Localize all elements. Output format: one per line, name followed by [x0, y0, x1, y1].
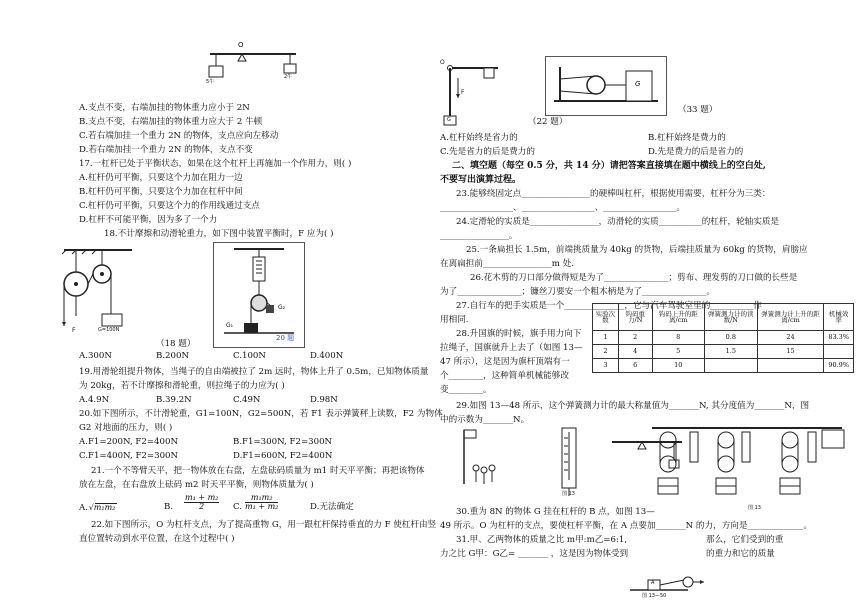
q23-line2: _________________、_________________、_________________。 [440, 203, 685, 213]
q17-option-d: D.杠杆不可能平衡，因为多了一个力 [79, 215, 218, 225]
fig33-caption: （33 题） [678, 105, 718, 115]
table-cell [757, 359, 824, 373]
q26-line1: 26.花木剪的刀口部分做得短是为了_______________；剪布、理发剪的刀口做的长些是 [470, 273, 798, 283]
lever-figure [198, 40, 308, 90]
fulcrum-label: O [238, 41, 244, 49]
block-a-label: A [651, 580, 655, 586]
q21-option-c-fraction: m₁m₂ m₁ + m₂ [245, 493, 279, 511]
left-weight-label: 5牛 [206, 79, 215, 85]
q20-option-a: A.F1=200N, F2=400N [79, 437, 178, 447]
table-header-row [593, 304, 854, 331]
table-cell: 8 [652, 331, 704, 345]
q21-option-c-prefix: C. [233, 502, 243, 512]
q16-option-d: D.若右端加挂一个重力 2N 的物体，支点不变 [79, 145, 253, 155]
fig-caption-b: 图 13 [748, 505, 761, 511]
q30-line1: 30.重为 8N 的物体 G 挂在杠杆的 B 点，如图 13— [456, 507, 655, 517]
q29-line2: 中的示数为_______N。 [440, 415, 530, 425]
q18-option-a: A.300N [79, 351, 112, 361]
table-cell: 1.5 [704, 345, 757, 359]
q18-option-b: B.200N [156, 351, 189, 361]
q21-option-a: A. √m₁m₂ [79, 503, 116, 513]
q22-option-d: D.先是费力的后是省力的 [648, 147, 744, 157]
table-header: 实验次数 [593, 304, 619, 331]
q17-option-a: A.杠杆仍可平衡，只要这个力加在阻力一边 [79, 173, 243, 183]
fig20-caption: 20 题 [276, 334, 295, 342]
q21-option-b-fraction: m₁ + m₂ 2 [185, 493, 219, 511]
q22-option-a: A.杠杆始终是省力的 [440, 133, 518, 143]
q28-line2: 拉绳子，国旗就升上去了（如图 13— [440, 343, 583, 353]
q18-stem: 18.不计摩擦和动滑轮重力，如下图中装置平衡时，F 应为( ) [104, 229, 334, 239]
q21-line1: 21.一个不等臂天平，把一物体放在右盘，左盘砝码质量为 m1 时天平平衡；再把该物体 [91, 466, 425, 476]
q20-option-b: B.F1=300N, F2=300N [233, 437, 333, 447]
q28-line1: 28.升国旗的时候，旗手用力向下 [456, 329, 582, 339]
table-cell [704, 359, 757, 373]
q24-line2: ________________。 [440, 231, 518, 241]
q19-line1: 19.用滑轮组提升物体，当绳子的自由端被拉了 2m 远时，物体上升了 0.5m，已知物体质量 [79, 367, 429, 377]
g2-label: G₂ [278, 304, 286, 311]
q27-line2: 用相同. [440, 315, 469, 325]
q20-option-c: C.F1=400N, F2=300N [79, 451, 179, 461]
q31-line2-end: 的重力和它的质量 [706, 549, 775, 559]
table-cell: 10 [652, 359, 704, 373]
table-header: 机械效率 [824, 304, 854, 331]
table-cell: 83.3% [824, 331, 854, 345]
q21-option-b-prefix: B. [164, 502, 174, 512]
q19-option-c: C.49N [233, 395, 261, 405]
table-cell: 5 [652, 345, 704, 359]
table-cell: 1 [593, 331, 619, 345]
q31-line1: 31.甲、乙两物体的质量之比 m甲:m乙=6:1, [456, 535, 628, 545]
table-cell: 0.8 [704, 331, 757, 345]
table-cell [824, 345, 854, 359]
weight-g-label: G=100N [98, 327, 120, 333]
q22-option-b: B.杠杆始终是费力的 [648, 133, 726, 143]
q20-option-d: D.F1=600N, F2=400N [233, 451, 333, 461]
q16-option-b: B.支点不变，右端加挂的物体重力应大于 2 牛顿 [79, 117, 263, 127]
q19-line2: 为 20kg，若不计摩擦和滑轮重，则拉绳子的力应为( ) [79, 381, 285, 391]
sqrt-expression: √m₁m₂ [88, 503, 116, 512]
q21-line2: 放在左盘，在右盘放上砝码 m2 时天平平衡，则物体质量为( ) [79, 480, 314, 490]
q31-line2: 力之比 G甲：G乙= _______ ，这是因为物体受到 [440, 549, 629, 559]
table-row [593, 331, 854, 345]
pulley-figure-18 [62, 246, 142, 346]
table-cell: 2 [618, 331, 652, 345]
q28-line5: 变________。 [440, 385, 492, 395]
q31-line1-end: 那么，它们受到的重 [706, 535, 784, 545]
q16-option-c: C.若右端加挂一个重力 2N 的物体，支点应向左移动 [79, 131, 279, 141]
table-cell: 24 [757, 331, 824, 345]
fulcrum-o-label: O [440, 59, 445, 66]
g1-label: G₁ [226, 322, 234, 329]
q22-line2: 直位置转动到水平位置，在这个过程中( ) [79, 534, 235, 544]
q29-line1: 29.如图 13—48 所示，这个弹簧测力计的最大称量值为_______N, 其分度值为_______N，图 [456, 401, 810, 411]
table-cell: 90.9% [824, 359, 854, 373]
q22-line1: 22.如下图所示，O 为杠杆支点，为了提高重物 G，用一跟杠杆保持垂直的力 F 使杠杆由竖 [91, 520, 437, 530]
figure-row-13 [452, 424, 852, 511]
table-cell: 2 [593, 345, 619, 359]
weight-g-label: G [447, 117, 451, 123]
table-header: 钩码上升的距离/cm [652, 304, 704, 331]
q20-line1: 20.如下图所示，不计滑轮重，G1=100N，G2=500N，若 F1 表示弹簧秤上读数，F2 为物体 [79, 409, 443, 419]
q18-option-c: C.100N [233, 351, 266, 361]
force-f-label: F [72, 327, 76, 334]
section2-title: 二、填空题（每空 0.5 分，共 14 分）请把答案直接填在题中横线上的空白处, [452, 161, 766, 171]
table-header: 弹簧测力计上升的距离/cm [757, 304, 824, 331]
figure-33 [545, 56, 667, 116]
q28-line3: 47 所示），这是因为旗杆顶端有一 [440, 357, 570, 367]
table-cell: 4 [618, 345, 652, 359]
table-cell: 3 [593, 359, 619, 373]
q30-line2: 49 所示。O 为杠杆的支点，要使杠杆平衡，在 A 点要加_______N 的力，方向是_____________。 [440, 521, 812, 531]
q19-option-d: D.98N [310, 395, 338, 405]
figure-13-50 [628, 560, 708, 606]
q17-option-b: B.杠杆仍可平衡，只要这个力加在杠杆中间 [79, 187, 243, 197]
q25-line1: 25.一条扁担长 1.5m，前端挑质量为 40kg 的货物，后端挂质量为 60kg 的货物，肩膀应 [466, 245, 808, 255]
fig-caption-a: 图 13 [562, 491, 575, 497]
section2-subtitle: 不要写出演算过程。 [440, 175, 522, 185]
lever-figure-22 [438, 58, 508, 130]
right-weight-label: 2牛 [284, 74, 293, 80]
q21-option-d: D.无法确定 [310, 502, 354, 512]
fig50-caption: 图 13—50 [642, 593, 667, 599]
table-header: 钩码重力/N [618, 304, 652, 331]
fig22-caption: （22 题） [528, 117, 568, 127]
q19-option-a: A.4.9N [79, 395, 110, 405]
q23-line1: 23.能够绕固定点________________的硬棒叫杠杆，根据使用需要，杠杆分为三类： [456, 189, 771, 199]
block-g-label: G [635, 80, 641, 88]
q28-line4: 个________，这种简单机械能够改 [440, 371, 569, 381]
fig18-caption: （18 题） [156, 339, 196, 349]
efficiency-table [592, 303, 854, 373]
q22-option-c: C.先是省力的后是费力的 [440, 147, 535, 157]
q27-line1: 27.自行车的把手实质是一个______________，它与汽车驾驶室里的__________作 [456, 301, 762, 311]
q24-line1: 24.定滑轮的实质是________________，动滑轮的实质__________的杠杆，轮轴实质是 [456, 217, 780, 227]
q25-line2: 在离扁担前________________m 处. [440, 259, 574, 269]
force-f-label: F [461, 89, 465, 96]
q16-option-a: A.支点不变，右端加挂的物体重力应小于 2N [79, 103, 250, 113]
q26-line2: 为了_______________；镰丝刀要安一个粗木柄是为了_______________。 [440, 287, 716, 297]
table-row [593, 359, 854, 373]
figure-20 [213, 242, 305, 348]
q17-stem: 17.一杠杆已处于平衡状态，如果在这个杠杆上再施加一个作用力，则( ) [79, 159, 352, 169]
q17-option-c: C.杠杆仍可平衡，只要这个力的作用线通过支点 [79, 201, 260, 211]
q20-line2: G2 对地面的压力，则( ) [79, 423, 173, 433]
q18-option-d: D.400N [310, 351, 344, 361]
q19-option-b: B.39.2N [156, 395, 192, 405]
table-row [593, 345, 854, 359]
table-cell: 6 [618, 359, 652, 373]
table-header: 弹簧测力计的读数/N [704, 304, 757, 331]
table-cell: 15 [757, 345, 824, 359]
